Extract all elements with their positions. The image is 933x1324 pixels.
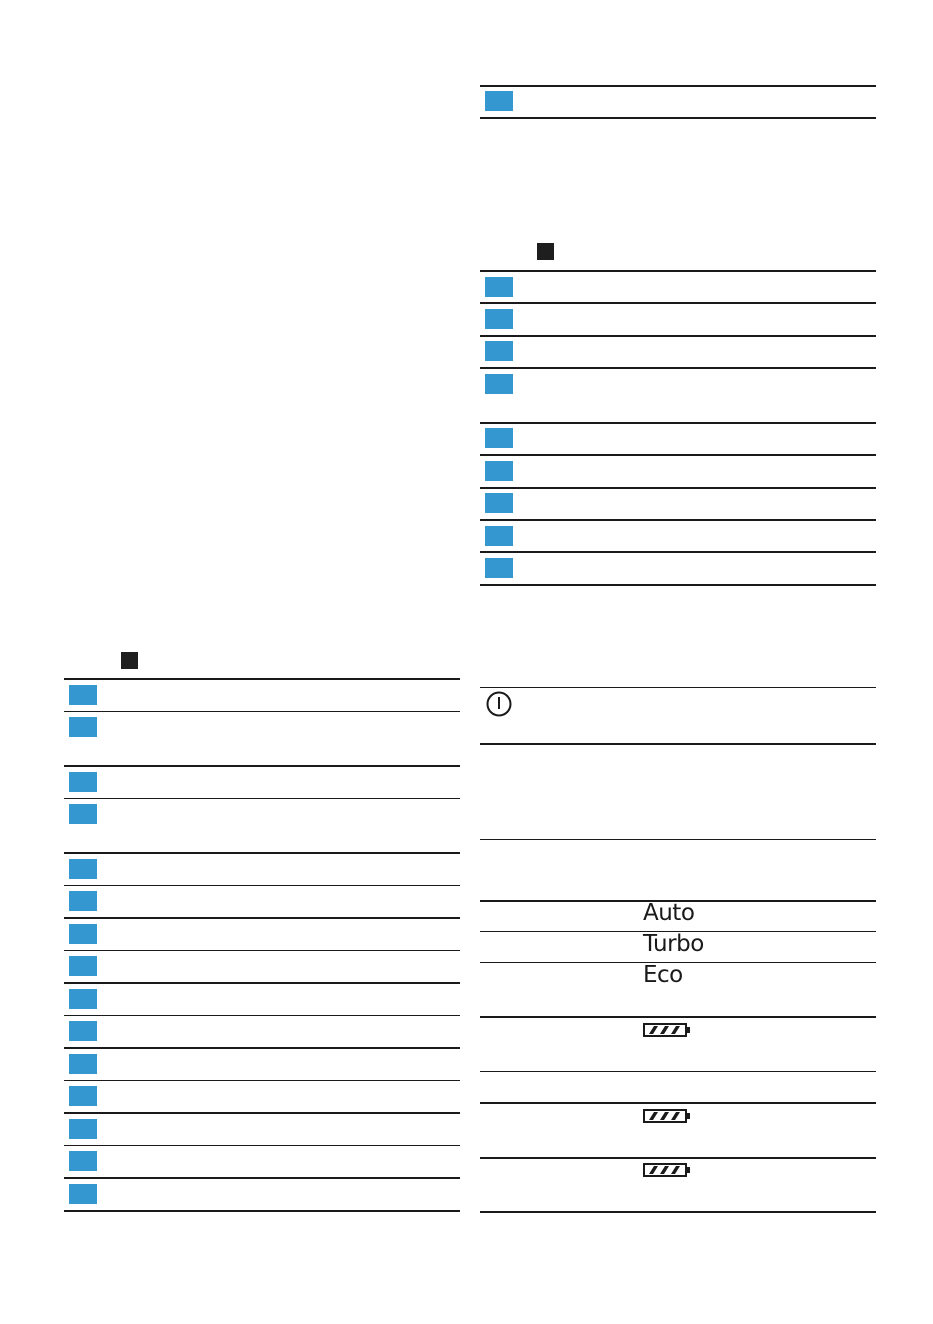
- table-rule: [64, 885, 460, 886]
- table-rule: [480, 551, 876, 553]
- battery-full-icon: [643, 1163, 691, 1177]
- item-marker: [485, 461, 513, 481]
- table-rule: [480, 117, 876, 119]
- item-marker: [485, 558, 513, 578]
- table-rule: [480, 302, 876, 304]
- section-marker: [537, 243, 554, 260]
- table-rule: [64, 1145, 460, 1146]
- item-marker: [69, 717, 97, 737]
- table-rule: [480, 454, 876, 456]
- section-marker: [121, 652, 138, 669]
- table-rule: [64, 1210, 460, 1212]
- table-rule: [480, 1211, 876, 1213]
- power-icon: [485, 690, 513, 718]
- table-rule: [64, 1112, 460, 1114]
- table-rule: [480, 687, 876, 688]
- table-rule: [64, 711, 460, 712]
- table-rule: [480, 743, 876, 745]
- table-rule: [480, 367, 876, 369]
- item-marker: [69, 956, 97, 976]
- table-rule: [480, 270, 876, 272]
- table-rule: [480, 487, 876, 489]
- item-marker: [485, 428, 513, 448]
- table-rule: [480, 335, 876, 337]
- item-marker: [485, 277, 513, 297]
- mode-label-turbo: Turbo: [643, 931, 704, 957]
- table-rule: [64, 917, 460, 919]
- table-rule: [480, 519, 876, 521]
- item-marker: [485, 493, 513, 513]
- item-marker: [69, 1054, 97, 1074]
- item-marker: [485, 374, 513, 394]
- item-marker: [485, 91, 513, 111]
- item-marker: [485, 526, 513, 546]
- table-rule: [480, 1102, 876, 1104]
- table-rule: [64, 1015, 460, 1016]
- item-marker: [69, 772, 97, 792]
- table-rule: [480, 422, 876, 424]
- mode-label-eco: Eco: [643, 962, 683, 988]
- table-rule: [64, 765, 460, 767]
- table-rule: [64, 852, 460, 854]
- table-rule: [480, 1071, 876, 1072]
- table-rule: [480, 584, 876, 586]
- mode-label-auto: Auto: [643, 900, 695, 926]
- table-rule: [64, 1080, 460, 1081]
- item-marker: [69, 989, 97, 1009]
- table-rule: [64, 982, 460, 984]
- item-marker: [69, 924, 97, 944]
- table-rule: [480, 1157, 876, 1159]
- battery-full-icon: [643, 1109, 691, 1123]
- table-rule: [64, 798, 460, 799]
- table-rule: [480, 839, 876, 840]
- table-rule: [64, 678, 460, 680]
- item-marker: [69, 1184, 97, 1204]
- item-marker: [69, 1151, 97, 1171]
- table-rule: [64, 950, 460, 951]
- item-marker: [69, 685, 97, 705]
- table-rule: [480, 85, 876, 87]
- table-rule: [64, 1177, 460, 1179]
- item-marker: [69, 859, 97, 879]
- battery-full-icon: [643, 1023, 691, 1037]
- item-marker: [69, 1021, 97, 1041]
- table-rule: [64, 1047, 460, 1049]
- item-marker: [69, 1086, 97, 1106]
- item-marker: [69, 891, 97, 911]
- item-marker: [485, 341, 513, 361]
- table-rule: [480, 1016, 876, 1018]
- item-marker: [69, 1119, 97, 1139]
- item-marker: [69, 804, 97, 824]
- item-marker: [485, 309, 513, 329]
